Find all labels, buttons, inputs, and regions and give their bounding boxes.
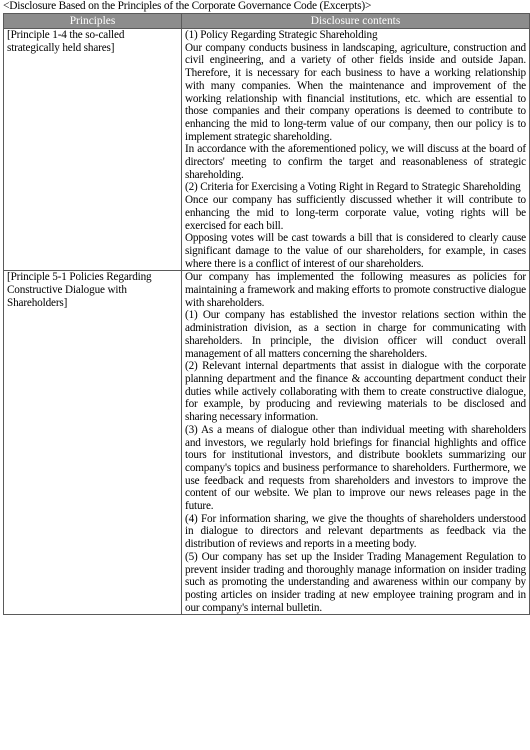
principle-cell: [Principle 5-1 Policies Regarding Constructive Dialogue with Shareholders] (4, 271, 182, 615)
principle-cell: [Principle 1-4 the so-called strategically held shares] (4, 29, 182, 271)
disclosure-paragraph: (1) Our company has established the investor relations section within the administration division, as a section in charge for communicating with shareholders. In principle, the division officer will conduct overall management of all matters concerning the shareholders. (185, 309, 526, 360)
disclosure-paragraph: In accordance with the aforementioned policy, we will discuss at the board of directors' meeting to confirm the target and reasonableness of strategic shareholding. (185, 143, 526, 181)
disclosure-cell (182, 29, 530, 271)
disclosure-paragraph: (2) Relevant internal departments that assist in dialogue with the corporate planning department and the finance & accounting department conduct their duties while actively collaborating with them to create constructive dialogue, for example, by producing and reviewing materials to be disclosed and sharing necessary information. (185, 360, 526, 424)
disclosure-paragraph: (3) As a means of dialogue other than individual meeting with shareholders and investors, we regularly hold briefings for financial highlights and office tours for institutional investors, and distribute booklets summarizing our company's topics and business performance to shareholders. Furthermore, we use feedback and requests from shareholders and investors to improve the content of our website. We plan to improve our news releases page in the future. (185, 423, 526, 513)
table-row (4, 29, 530, 271)
disclosure-paragraph: (1) Policy Regarding Strategic Shareholding (185, 29, 378, 41)
disclosure-paragraph: Our company conducts business in landscaping, agriculture, construction and civil engineering, and a variety of other fields inside and outside Japan. Therefore, it is necessary for each business to have a working relationship with many companies. When the maintenance and improvement of the working relationship with financial institutions, etc. which are essential to those companies and their company operations is deemed to contribute to enhancing the mid to long-term value of our company, then our policy is to implement strategic shareholding. (185, 41, 526, 143)
disclosure-cell (182, 271, 530, 615)
disclosure-paragraph: (2) Criteria for Exercising a Voting Right in Regard to Strategic Shareholding (185, 181, 521, 194)
disclosure-paragraph: Opposing votes will be cast towards a bill that is considered to clearly cause significant damage to the value of our shareholders, for example, in cases where there is a conflict of interest of our shareholders. (185, 232, 526, 270)
table-row (4, 271, 530, 615)
disclosure-table (3, 13, 530, 615)
table-caption: <Disclosure Based on the Principles of the Corporate Governance Code (Excerpts)> (3, 0, 372, 12)
column-header-disclosure-contents: Disclosure contents (182, 14, 530, 29)
column-header-principles: Principles (4, 14, 182, 29)
disclosure-paragraph: Once our company has sufficiently discussed whether it will contribute to enhancing the mid to long-term corporate value, voting rights will be exercised for each bill. (185, 194, 526, 232)
table-header-row (4, 14, 530, 29)
disclosure-paragraph: Our company has implemented the following measures as policies for maintaining a framework and making efforts to promote constructive dialogue with shareholders. (185, 271, 526, 309)
disclosure-paragraph: (5) Our company has set up the Insider Trading Management Regulation to prevent insider trading and thoroughly manage information on insider trading such as promoting the understanding and awareness within our company by posting articles on insider trading at new employee training program and in our company's internal bulletin. (185, 550, 526, 614)
disclosure-paragraph: (4) For information sharing, we give the thoughts of shareholders understood in dialogue to directors and relevant departments as feedback via the distribution of reviews and reports in a meeting body. (185, 512, 526, 551)
